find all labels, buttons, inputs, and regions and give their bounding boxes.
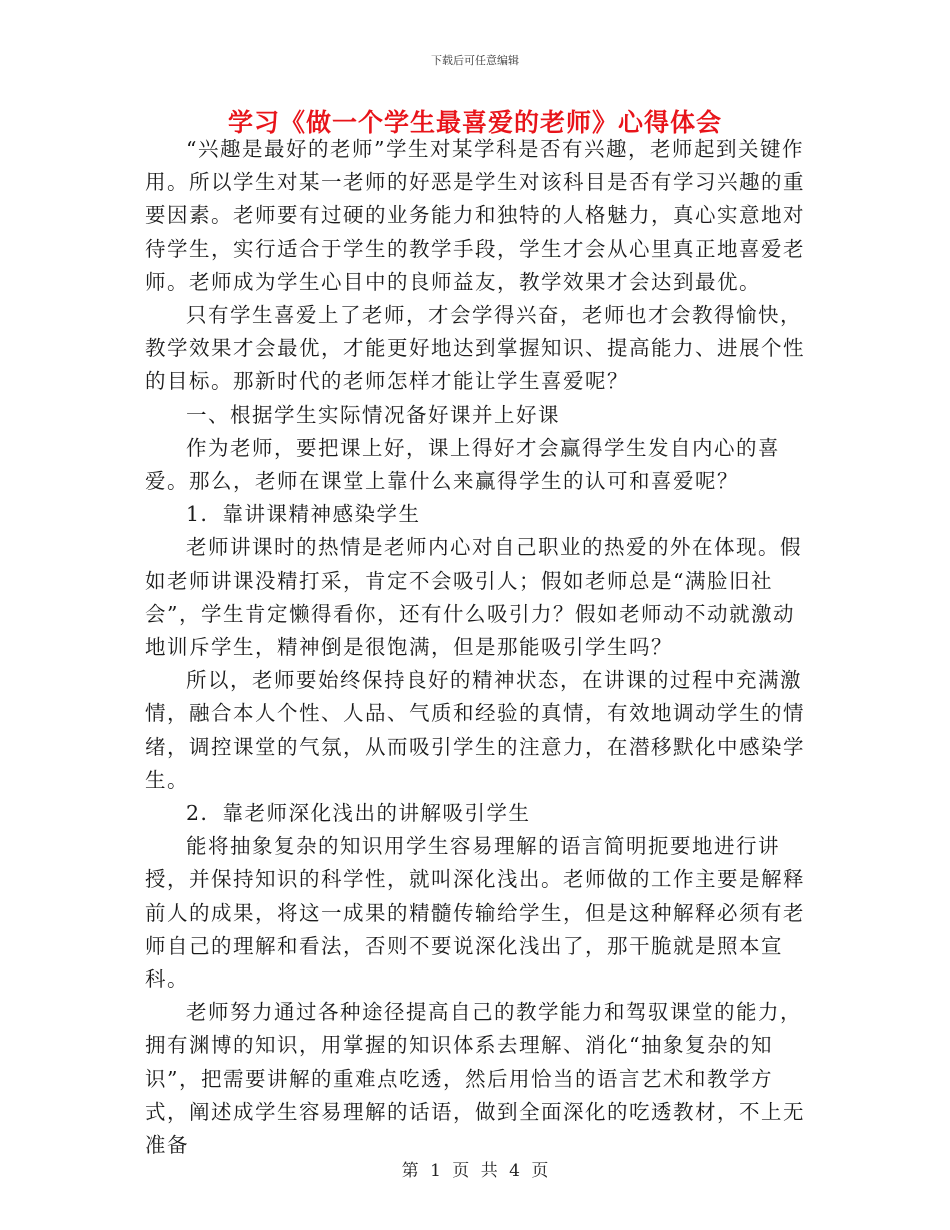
paragraph: 老师努力通过各种途径提高自己的教学能力和驾驭课堂的能力，拥有渊博的知识，用掌握的知识体系去理解、消化“抽象复杂的知识”，把需要讲解的重难点吃透，然后用恰当的语言艺术和教学方式，阐述成学生容易理解的话语，做到全面深化的吃透教材，不上无准备 <box>145 1000 805 1158</box>
subsection-heading: 2．靠老师深化浅出的讲解吸引学生 <box>186 801 531 826</box>
page-header-note: 下载后可任意编辑 <box>431 54 519 67</box>
paragraph: 作为老师，要把课上好，课上得好才会赢得学生发自内心的喜爱。那么，老师在课堂上靠什么来赢得学生的认可和喜爱呢？ <box>145 435 780 494</box>
paragraph: 所以，老师要始终保持良好的精神状态，在讲课的过程中充满激情，融合本人个性、人品、气质和经验的真情，有效地调动学生的情绪，调控课堂的气氛，从而吸引学生的注意力，在潜移默化中感染学生。 <box>145 668 805 792</box>
subsection-heading: 1．靠讲课精神感染学生 <box>186 502 421 527</box>
paragraph: “兴趣是最好的老师”学生对某学科是否有兴趣，老师起到关键作用。所以学生对某一老师的好恶是学生对该科目是否有学习兴趣的重要因素。老师要有过硬的业务能力和独特的人格魅力，真心实意地对待学生，实行适合于学生的教学手段，学生才会从心里真正地喜爱老师。老师成为学生心目中的良师益友，教学效果才会达到最优。 <box>145 137 805 294</box>
document-body <box>145 133 807 1162</box>
section-heading: 一、根据学生实际情况备好课并上好课 <box>186 402 560 427</box>
page-number-footer: 第 1 页 共 4 页 <box>401 1161 549 1181</box>
document-title: 学习《做一个学生最喜爱的老师》心得体会 <box>227 108 722 137</box>
paragraph: 能将抽象复杂的知识用学生容易理解的语言简明扼要地进行讲授，并保持知识的科学性，就叫深化浅出。老师做的工作主要是解释前人的成果，将这一成果的精髓传输给学生，但是这种解释必须有老师自己的理解和看法，否则不要说深化浅出了，那干脆就是照本宣科。 <box>145 834 805 992</box>
paragraph: 老师讲课时的热情是老师内心对自己职业的热爱的外在体现。假如老师讲课没精打采，肯定不会吸引人；假如老师总是“满脸旧社会”，学生肯定懒得看你，还有什么吸引力？假如老师动不动就激动地训斥学生，精神倒是很饱满，但是那能吸引学生吗？ <box>145 535 802 660</box>
paragraph: 只有学生喜爱上了老师，才会学得兴奋，老师也才会教得愉快，教学效果才会最优，才能更好地达到掌握知识、提高能力、进展个性的目标。那新时代的老师怎样才能让学生喜爱呢？ <box>145 303 805 394</box>
